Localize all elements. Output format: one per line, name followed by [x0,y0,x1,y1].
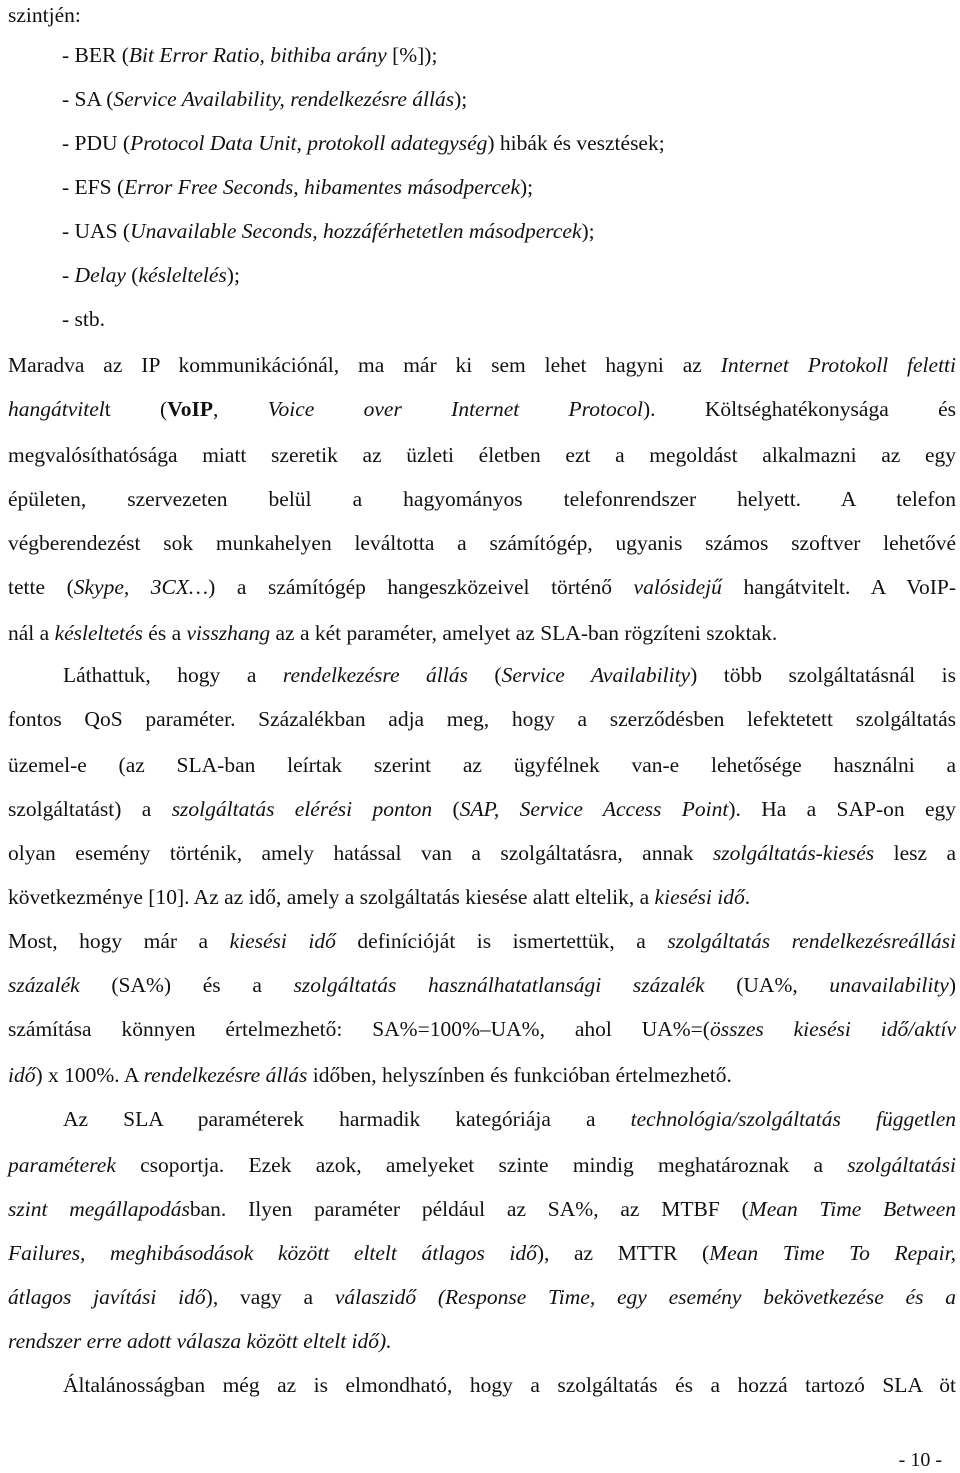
text-run: , [213,397,268,421]
italic-text: szint megállapodás [8,1197,190,1221]
italic-text: összes kiesési idő/aktív [709,1017,956,1041]
text-line [8,1282,956,1312]
italic-text: szolgáltatás elérési ponton [171,797,433,821]
italic-text: rendelkezésre állás [282,663,468,687]
text-run: Az SLA paraméterek harmadik kategóriája a [63,1107,631,1131]
text-run: ) [948,973,957,997]
text-run: - stb. [62,307,105,331]
text-run: időben, helyszínben és funkcióban értelmezhető. [307,1063,732,1087]
text-line [62,84,467,114]
text-run: tette ( [8,575,74,599]
text-line [8,1326,956,1356]
text-run: ); [581,219,595,243]
italic-text: Protocol Data Unit, protokoll adategység [130,131,488,155]
text-run: Most, hogy már a [8,929,230,953]
italic-text: paraméterek [8,1153,116,1177]
text-run: szolgáltatást) a [8,797,172,821]
text-line [8,528,956,558]
italic-text: Failures, meghibásodások között eltelt átlagos idő [8,1241,537,1265]
text-run: nál a [8,621,55,645]
text-run: következménye [10]. Az az idő, amely a szolgáltatás kiesése alatt eltelik, a [8,885,655,909]
text-line [8,882,956,912]
text-run: üzemel-e (az SLA-ban leírtak szerint az ügyfélnek van-e lehetősége használni a [8,753,956,777]
text-run: ( [467,663,502,687]
text-line [62,260,240,290]
italic-text: SAP, Service Access Point [459,797,729,821]
text-line [8,618,956,648]
text-run: definícióját is ismertettük, a [335,929,668,953]
text-line [62,128,665,158]
text-line [8,750,956,780]
italic-text: Unavailable Seconds, hozzáférhetetlen másodpercek [130,219,582,243]
text-run: ). Költséghatékonysága és [643,397,957,421]
text-line [62,40,437,70]
text-run: szintjén: [8,3,81,27]
text-run: ban. Ilyen paraméter például az SA%, az MTBF ( [189,1197,749,1221]
text-line [8,1150,956,1180]
text-run: számítása könnyen értelmezhető: SA%=100%–UA%, ahol UA%=( [8,1017,710,1041]
text-run: ); [226,263,240,287]
italic-text: valósidejű [633,575,722,599]
italic-text: késleltelés [138,263,227,287]
text-run: lesz a [874,841,957,865]
text-line [62,304,105,334]
text-run: . [744,885,751,909]
text-run: - [62,263,75,287]
text-line [62,172,533,202]
italic-text: Internet Protokoll feletti [720,353,956,377]
italic-text: Mean Time To Repair, [709,1241,956,1265]
text-run: ) hibák és vesztések; [487,131,665,155]
italic-text: kiesési idő [229,929,336,953]
text-run: - UAS ( [62,219,131,243]
text-line [62,216,595,246]
text-run: ) több szolgáltatásnál is [690,663,956,687]
text-run: Maradva az IP kommunikációnál, ma már ki sem lehet hagyni az [8,353,721,377]
text-line [8,484,956,514]
text-run: - BER ( [62,43,129,67]
italic-text: szolgáltatási [847,1153,956,1177]
italic-text: rendszer erre adott válasza között eltelt idő). [8,1329,392,1353]
text-line [8,440,956,470]
italic-text: késleltetés [54,621,143,645]
italic-text: visszhang [186,621,271,645]
text-run: ); [454,87,468,111]
text-line [8,970,956,1000]
text-line [8,572,956,602]
text-line [8,1014,956,1044]
text-line [8,1060,956,1090]
italic-text: százalék [8,973,80,997]
italic-text: Skype, 3CX… [73,575,209,599]
text-run: végberendezést sok munkahelyen leváltotta a számítógép, ugyanis számos szoftver lehetővé [8,531,956,555]
italic-text: Service Availability, rendelkezésre állás [113,87,455,111]
text-run: - PDU ( [62,131,131,155]
italic-text: szolgáltatás használhatatlansági százalék [293,973,705,997]
italic-text: idő [8,1063,36,1087]
text-run: épületen, szervezeten belül a hagyományos telefonrendszer helyett. A telefon [8,487,956,511]
italic-text: Error Free Seconds, hibamentes másodpercek [124,175,520,199]
text-line [63,1104,956,1134]
italic-text: átlagos javítási idő [8,1285,206,1309]
text-run: t ( [104,397,168,421]
italic-text: válaszidő (Response Time, egy esemény bekövetkezése és a [334,1285,956,1309]
text-run: ( [125,263,139,287]
italic-text: technológia/szolgáltatás független [630,1107,956,1131]
text-run: (UA%, [704,973,830,997]
text-run: ); [520,175,534,199]
text-run: és a [142,621,187,645]
text-run: - EFS ( [62,175,125,199]
text-run: megvalósíthatósága miatt szeretik az üzleti életben ezt a megoldást alkalmazni az egy [8,443,956,467]
italic-text: Mean Time Between [748,1197,956,1221]
text-line [8,394,956,424]
italic-text: Bit Error Ratio, bithiba arány [128,43,387,67]
text-line [8,926,956,956]
text-run: csoportja. Ezek azok, amelyeket szinte mindig meghatároznak a [115,1153,848,1177]
text-run: ). Ha a SAP-on egy [728,797,956,821]
text-line [8,0,956,30]
italic-text: szolgáltatás rendelkezésreállási [667,929,956,953]
italic-text: kiesési idő [654,885,745,909]
text-run: ) a számítógép hangeszközeivel történő [208,575,634,599]
italic-text: unavailability [829,973,949,997]
bold-text: VoIP [167,397,214,421]
text-run: ( [432,797,460,821]
text-run: ), vagy a [205,1285,335,1309]
text-line [8,1238,956,1268]
text-line [63,660,956,690]
italic-text: Voice over Internet Protocol [267,397,643,421]
text-line [8,794,956,824]
text-line [8,704,956,734]
text-run: ) x 100%. A [35,1063,144,1087]
text-run: ), az MTTR ( [536,1241,710,1265]
italic-text: Service Availability [501,663,691,687]
text-line [63,1370,956,1400]
text-line [8,838,956,868]
italic-text: szolgáltatás-kiesés [712,841,875,865]
text-run: hangátvitelt. A VoIP- [721,575,957,599]
text-run: - SA ( [62,87,114,111]
page-number: - 10 - [898,1449,942,1471]
text-run: (SA%) és a [79,973,294,997]
text-run: fontos QoS paraméter. Százalékban adja meg, hogy a szerződésben lefektetett szolgáltatás [8,707,956,731]
italic-text: rendelkezésre állás [143,1063,308,1087]
text-run: Általánosságban még az is elmondható, hogy a szolgáltatás és a hozzá tartozó SLA öt [63,1373,956,1397]
text-run: [%]); [386,43,438,67]
italic-text: hangátvitel [8,397,105,421]
text-run: olyan esemény történik, amely hatással van a szolgáltatásra, annak [8,841,713,865]
text-run: Láthattuk, hogy a [63,663,283,687]
italic-text: Delay [74,263,126,287]
text-line [8,350,956,380]
text-run: az a két paraméter, amelyet az SLA-ban rögzíteni szoktak. [270,621,778,645]
text-line [8,1194,956,1224]
